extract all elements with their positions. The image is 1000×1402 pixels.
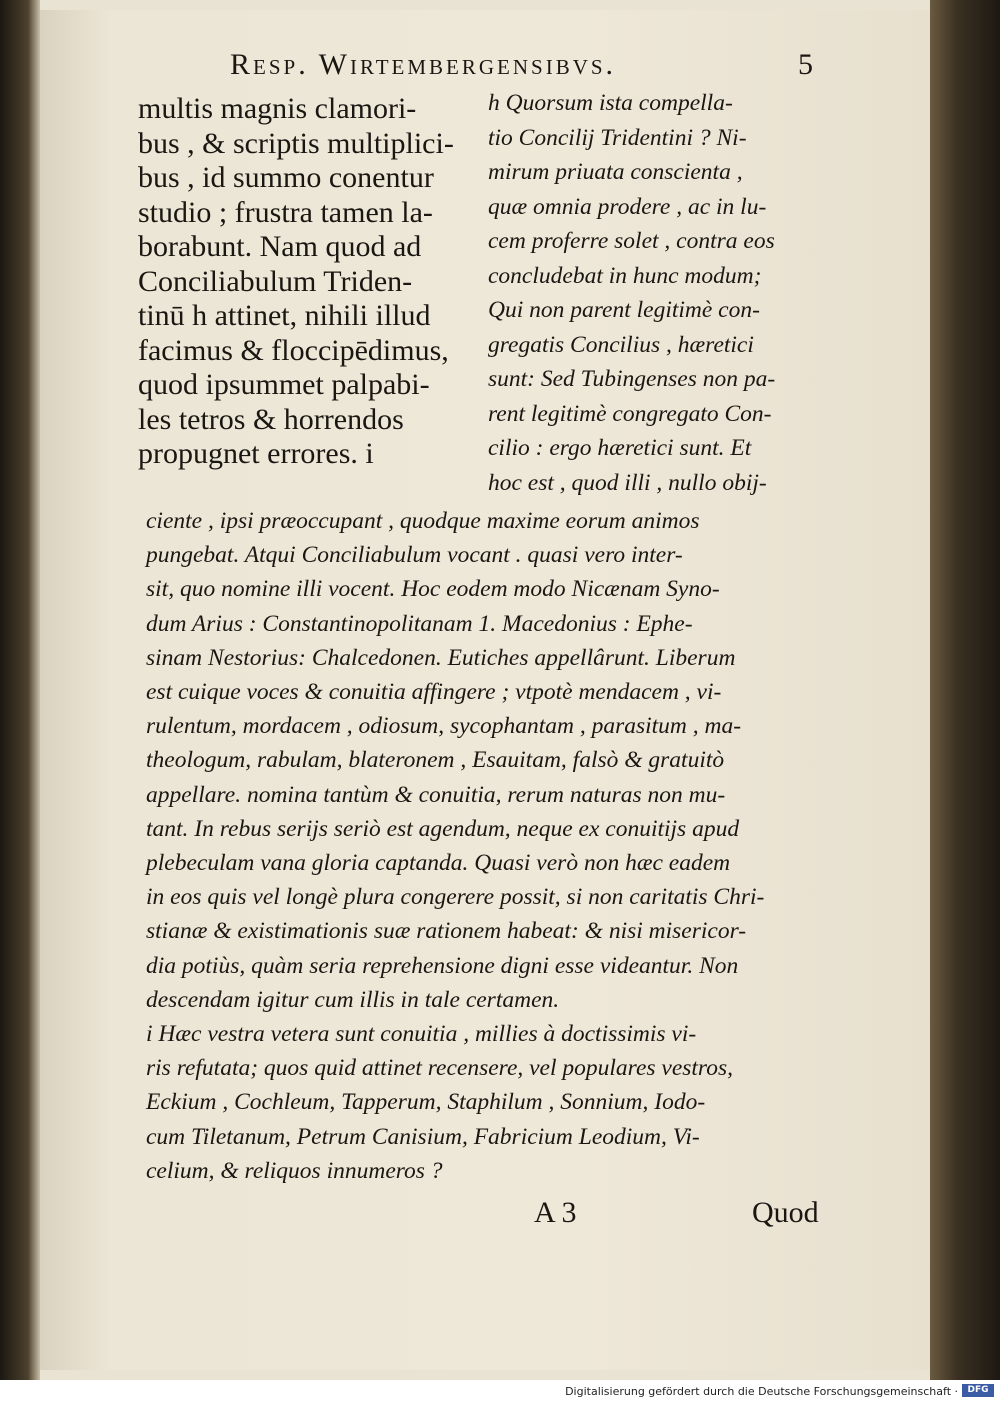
note-line: i Hæc vestra vetera sunt conuitia , millies à doctissimis vi- [146,1021,697,1048]
note-line: tio Concilij Tridentini ? Ni- [488,124,747,151]
note-line: hoc est , quod illi , nullo obij- [488,469,767,496]
note-line: celium, & reliquos innumeros ? [146,1157,443,1184]
note-line: pungebat. Atqui Conciliabulum vocant . quasi vero inter- [146,542,683,569]
note-line: rent legitimè congregato Con- [488,400,772,427]
note-line: gregatis Concilius , hæretici [488,331,754,358]
note-line: cem proferre solet , contra eos [488,228,775,254]
left-line: Conciliabulum Triden- [138,264,413,298]
left-line: quod ipsummet palpabi- [138,368,430,401]
note-line: stianæ & existimationis suæ rationem habeat: & nisi misericor- [146,918,747,945]
note-line: cilio : ergo hæretici sunt. Et [488,435,752,461]
left-line: facimus & floccipēdimus, [138,333,449,367]
left-line: tinū h attinet, nihili illud [138,299,431,332]
note-line: appellare. nomina tantùm & conuitia, rerum naturas non mu- [146,781,726,808]
note-line: in eos quis vel longè plura congerere possit, si non caritatis Chri- [146,884,765,911]
footer-credit: Digitalisierung gefördert durch die Deutsche Forschungsgemeinschaft · [565,1385,958,1398]
note-line: plebeculam vana gloria captanda. Quasi verò non hæc eadem [146,850,731,877]
left-line: bus , & scriptis multiplici- [138,126,454,160]
left-line: bus , id summo conentur [138,161,434,194]
left-line: studio ; frustra tamen la- [138,195,433,229]
note-line: descendam igitur cum illis in tale certamen. [146,986,560,1013]
signature-mark: A 3 [534,1196,577,1229]
note-line: ris refutata; quos quid attinet recensere, vel populares vestros, [146,1055,733,1082]
right-column-notes [488,86,823,500]
note-line: dum Arius : Constantinopolitanam 1. Macedonius : Ephe- [146,610,693,637]
left-line: les tetros & horrendos [138,402,404,436]
footer-bar [0,1380,1000,1402]
note-line: sit, quo nomine illi vocent. Hoc eodem modo Nicænam Syno- [146,576,720,603]
note-line: Eckium , Cochleum, Tapperum, Staphilum , Sonnium, Iodo- [146,1089,706,1116]
left-line: propugnet errores. i [138,437,374,470]
left-column [138,92,468,472]
running-title: Resp. Wirtembergensibvs. [230,48,617,81]
note-line: cum Tiletanum, Petrum Canisium, Fabricium Leodium, Vi- [146,1123,700,1150]
left-line: multis magnis clamori- [138,92,417,125]
note-line: dia potiùs, quàm seria reprehensione digni esse videantur. Non [146,952,739,979]
note-line: quæ omnia prodere , ac in lu- [488,193,767,220]
note-line: tant. In rebus serijs seriò est agendum, neque ex conuitijs apud [146,815,740,842]
note-line: theologum, rabulam, blateronem , Esauitam, falsò & gratuitò [146,747,725,774]
note-line: h Quorsum ista compella- [488,90,733,116]
dfg-logo-icon: DFG [962,1384,994,1397]
note-line: Qui non parent legitimè con- [488,297,760,323]
note-line: est cuique voces & conuitia affingere ; vtpotè mendacem , vi- [146,679,722,706]
page-edge-shadow [930,0,1000,1380]
note-line: ciente , ipsi præoccupant , quodque maxime eorum animos [146,508,700,534]
catchword: Quod [752,1196,819,1229]
note-line: mirum priuata conscienta , [488,159,743,185]
left-line: borabunt. Nam quod ad [138,230,422,263]
page-number: 5 [798,48,813,81]
note-line: sinam Nestorius: Chalcedonen. Eutiches appellârunt. Liberum [146,644,736,671]
full-width-notes [146,504,836,1188]
binding-shadow [0,0,40,1380]
note-line: concludebat in hunc modum; [488,262,762,289]
note-line: sunt: Sed Tubingenses non pa- [488,366,776,392]
note-line: rulentum, mordacem , odiosum, sycophantam , parasitum , ma- [146,713,742,740]
